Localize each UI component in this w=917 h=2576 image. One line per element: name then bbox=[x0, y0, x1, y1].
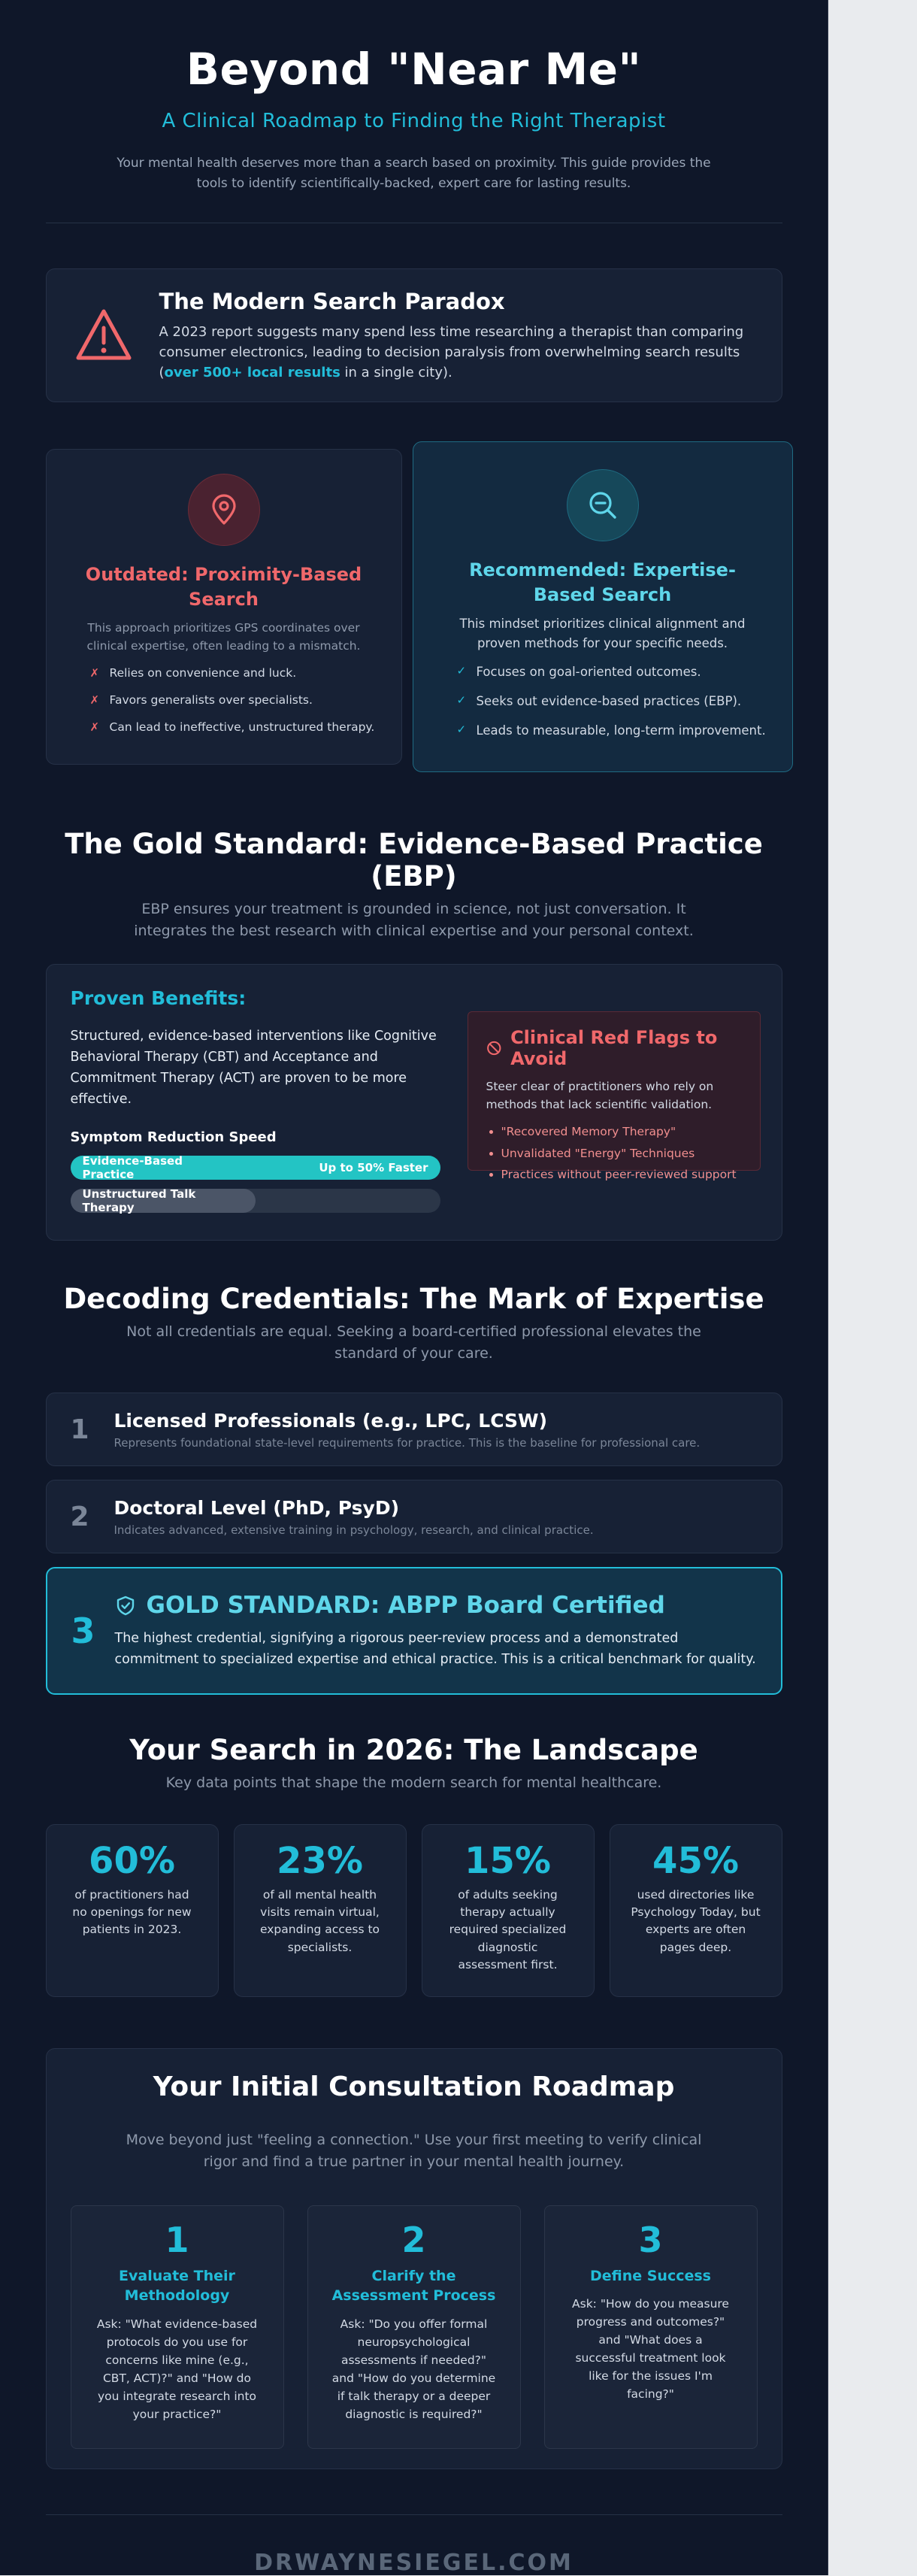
paradox-title: The Modern Search Paradox bbox=[159, 288, 505, 314]
list-item: ✗ Can lead to ineffective, unstructured therapy. bbox=[90, 720, 401, 736]
ebp-card bbox=[46, 964, 782, 1241]
credential-level-2 bbox=[46, 1480, 782, 1553]
stat-value: 23% bbox=[277, 1839, 363, 1882]
stat-description: of practitioners had no openings for new patients in 2023. bbox=[72, 1887, 192, 1937]
x-mark-icon: ✗ bbox=[89, 692, 100, 707]
divider bbox=[46, 2514, 782, 2515]
list-item: ✓ Focuses on goal-oriented outcomes. bbox=[457, 663, 792, 680]
outdated-search-card bbox=[46, 449, 402, 765]
search-comparison bbox=[46, 441, 782, 787]
list-item: • Unvalidated "Energy" Techniques bbox=[501, 1144, 742, 1163]
ebp-header bbox=[46, 828, 782, 941]
outdated-list bbox=[47, 665, 401, 735]
credentials-title: Decoding Credentials: The Mark of Expertise bbox=[63, 1283, 764, 1316]
search-paradox-card bbox=[46, 268, 782, 402]
roadmap-subtitle: Move beyond just "feeling a connection." Use your first meeting to verify clinical rigor and find a true partner in your mental health journey. bbox=[126, 2131, 702, 2171]
step-title: Evaluate Their Methodology bbox=[119, 2267, 235, 2305]
benefits-title: Proven Benefits: bbox=[70, 987, 247, 1010]
level-title: Licensed Professionals (e.g., LPC, LCSW) bbox=[113, 1409, 548, 1432]
level-number: 1 bbox=[70, 1414, 89, 1445]
roadmap-title: Your Initial Consultation Roadmap bbox=[153, 2071, 675, 2102]
red-flags-list bbox=[486, 1123, 742, 1184]
step-text: Ask: "How do you measure progress and outcomes?" and "What does a successful treatment look like for the issues I'm facing?" bbox=[572, 2297, 729, 2402]
landscape-subtitle: Key data points that shape the modern search for mental healthcare. bbox=[165, 1774, 662, 1792]
list-item: ✓ Seeks out evidence-based practices (EBP). bbox=[457, 692, 792, 710]
credentials-subtitle: Not all credentials are equal. Seeking a board-certified professional elevates the standard of your care. bbox=[126, 1323, 701, 1362]
stat-card bbox=[234, 1824, 407, 1997]
x-mark-icon: ✗ bbox=[89, 720, 100, 734]
step-title: Clarify the Assessment Process bbox=[331, 2267, 496, 2305]
ebp-title: The Gold Standard: Evidence-Based Practice (EBP) bbox=[65, 828, 763, 893]
recommended-title: Recommended: Expertise-Based Search bbox=[469, 559, 736, 605]
list-item: • "Recovered Memory Therapy" bbox=[501, 1123, 742, 1141]
footer-site-link[interactable]: DRWAYNESIEGEL.COM bbox=[254, 2549, 574, 2576]
stat-card bbox=[610, 1824, 782, 1997]
roadmap-step bbox=[71, 2205, 284, 2449]
credential-level-1 bbox=[46, 1393, 782, 1466]
ebp-subtitle: EBP ensures your treatment is grounded in science, not just conversation. It integrates the best research with clinical expertise and your personal context. bbox=[134, 901, 694, 939]
roadmap-step bbox=[544, 2205, 758, 2449]
roadmap-steps bbox=[71, 2205, 758, 2449]
results-highlight: over 500+ local results bbox=[164, 364, 340, 380]
stat-description: of all mental health visits remain virtual, expanding access to specialists. bbox=[259, 1887, 380, 1954]
consultation-roadmap bbox=[46, 2048, 782, 2469]
stat-value: 15% bbox=[465, 1839, 551, 1882]
step-number: 2 bbox=[401, 2219, 426, 2260]
recommended-search-card bbox=[413, 441, 793, 772]
step-number: 3 bbox=[638, 2219, 663, 2260]
bar-label: Unstructured Talk Therapy bbox=[82, 1187, 196, 1215]
stats-grid bbox=[46, 1824, 782, 1997]
level-description: Indicates advanced, extensive training in psychology, research, and clinical practice. bbox=[113, 1523, 594, 1537]
search-minus-icon bbox=[567, 469, 639, 541]
benefits-text: Structured, evidence-based interventions like Cognitive Behavioral Therapy (CBT) and Acceptance and Commitment Therapy (ACT) are proven to be more effective. bbox=[70, 1029, 437, 1108]
step-number: 1 bbox=[165, 2219, 189, 2260]
landscape-title: Your Search in 2026: The Landscape bbox=[129, 1734, 698, 1767]
level-description: The highest credential, signifying a rigorous peer-review process and a demonstrated commitment to specialized expertise and ethical practice. This is a critical benchmark for quality. bbox=[114, 1631, 756, 1668]
roadmap-step bbox=[307, 2205, 521, 2449]
bar-value-label: Up to 50% Faster bbox=[319, 1161, 428, 1175]
stat-value: 45% bbox=[652, 1839, 739, 1882]
header bbox=[46, 0, 782, 194]
red-flags-box bbox=[468, 1011, 761, 1182]
list-item: ✗ Favors generalists over specialists. bbox=[90, 692, 401, 709]
outdated-description: This approach prioritizes GPS coordinates over clinical expertise, often leading to a mismatch. bbox=[86, 621, 361, 653]
level-number: 3 bbox=[71, 1611, 95, 1652]
warning-triangle-icon bbox=[74, 305, 134, 365]
recommended-list bbox=[413, 663, 792, 739]
talk-therapy-speed-bar bbox=[71, 1189, 440, 1213]
step-text: Ask: "Do you offer formal neuropsychological assessments if needed?" and "How do you determine if talk therapy or a deeper diagnostic is required?" bbox=[331, 2317, 496, 2422]
stat-value: 60% bbox=[89, 1839, 175, 1882]
check-mark-icon: ✓ bbox=[456, 693, 467, 708]
shield-check-icon bbox=[115, 1595, 136, 1616]
list-item: ✗ Relies on convenience and luck. bbox=[90, 665, 401, 682]
credential-level-3-gold-standard bbox=[46, 1567, 782, 1695]
recommended-description: This mindset prioritizes clinical alignment and proven methods for your specific needs. bbox=[459, 617, 746, 650]
step-text: Ask: "What evidence-based protocols do you use for concerns like mine (e.g., CBT, ACT)?" and "How do you integrate research into your practice?" bbox=[96, 2317, 258, 2422]
landscape-header bbox=[46, 1734, 782, 1794]
outdated-title: Outdated: Proximity-Based Search bbox=[85, 564, 362, 610]
paradox-text: A 2023 report suggests many spend less time researching a therapist than comparing consumer electronics, leading to decision paralysis from overwhelming search results (over 500+ local results in a single city). bbox=[159, 323, 744, 380]
check-mark-icon: ✓ bbox=[456, 664, 467, 678]
x-mark-icon: ✗ bbox=[89, 666, 100, 680]
red-flags-title: Clinical Red Flags to Avoid bbox=[510, 1027, 718, 1070]
step-title: Define Success bbox=[589, 2267, 711, 2284]
stat-description: used directories like Psychology Today, but experts are often pages deep. bbox=[631, 1887, 761, 1954]
level-title: Doctoral Level (PhD, PsyD) bbox=[113, 1496, 399, 1519]
red-flags-description: Steer clear of practitioners who rely on methods that lack scientific validation. bbox=[486, 1080, 714, 1111]
credentials-header bbox=[46, 1283, 782, 1364]
bar-label: Evidence-Based Practice bbox=[82, 1154, 183, 1182]
page-subtitle: A Clinical Roadmap to Finding the Right Therapist bbox=[162, 110, 666, 132]
check-mark-icon: ✓ bbox=[456, 723, 467, 737]
ebp-speed-bar bbox=[71, 1156, 440, 1180]
prohibited-icon bbox=[486, 1039, 502, 1057]
list-item: ✓ Leads to measurable, long-term improvement. bbox=[457, 722, 792, 739]
stat-description: of adults seeking therapy actually required specialized diagnostic assessment first. bbox=[449, 1887, 567, 1971]
stat-card bbox=[422, 1824, 595, 1997]
list-item: • Practices without peer-reviewed support bbox=[501, 1165, 742, 1184]
map-pin-icon bbox=[188, 474, 260, 546]
intro-text: Your mental health deserves more than a search based on proximity. This guide provides the tools to identify scientifically-backed, expert care for lasting results. bbox=[117, 156, 711, 192]
speed-title: Symptom Reduction Speed bbox=[70, 1129, 277, 1146]
level-title: GOLD STANDARD: ABPP Board Certified bbox=[146, 1592, 665, 1620]
level-description: Represents foundational state-level requirements for practice. This is the baseline for professional care. bbox=[113, 1435, 701, 1450]
level-number: 2 bbox=[70, 1501, 89, 1532]
page-title: Beyond "Near Me" bbox=[186, 44, 642, 95]
stat-card bbox=[46, 1824, 219, 1997]
